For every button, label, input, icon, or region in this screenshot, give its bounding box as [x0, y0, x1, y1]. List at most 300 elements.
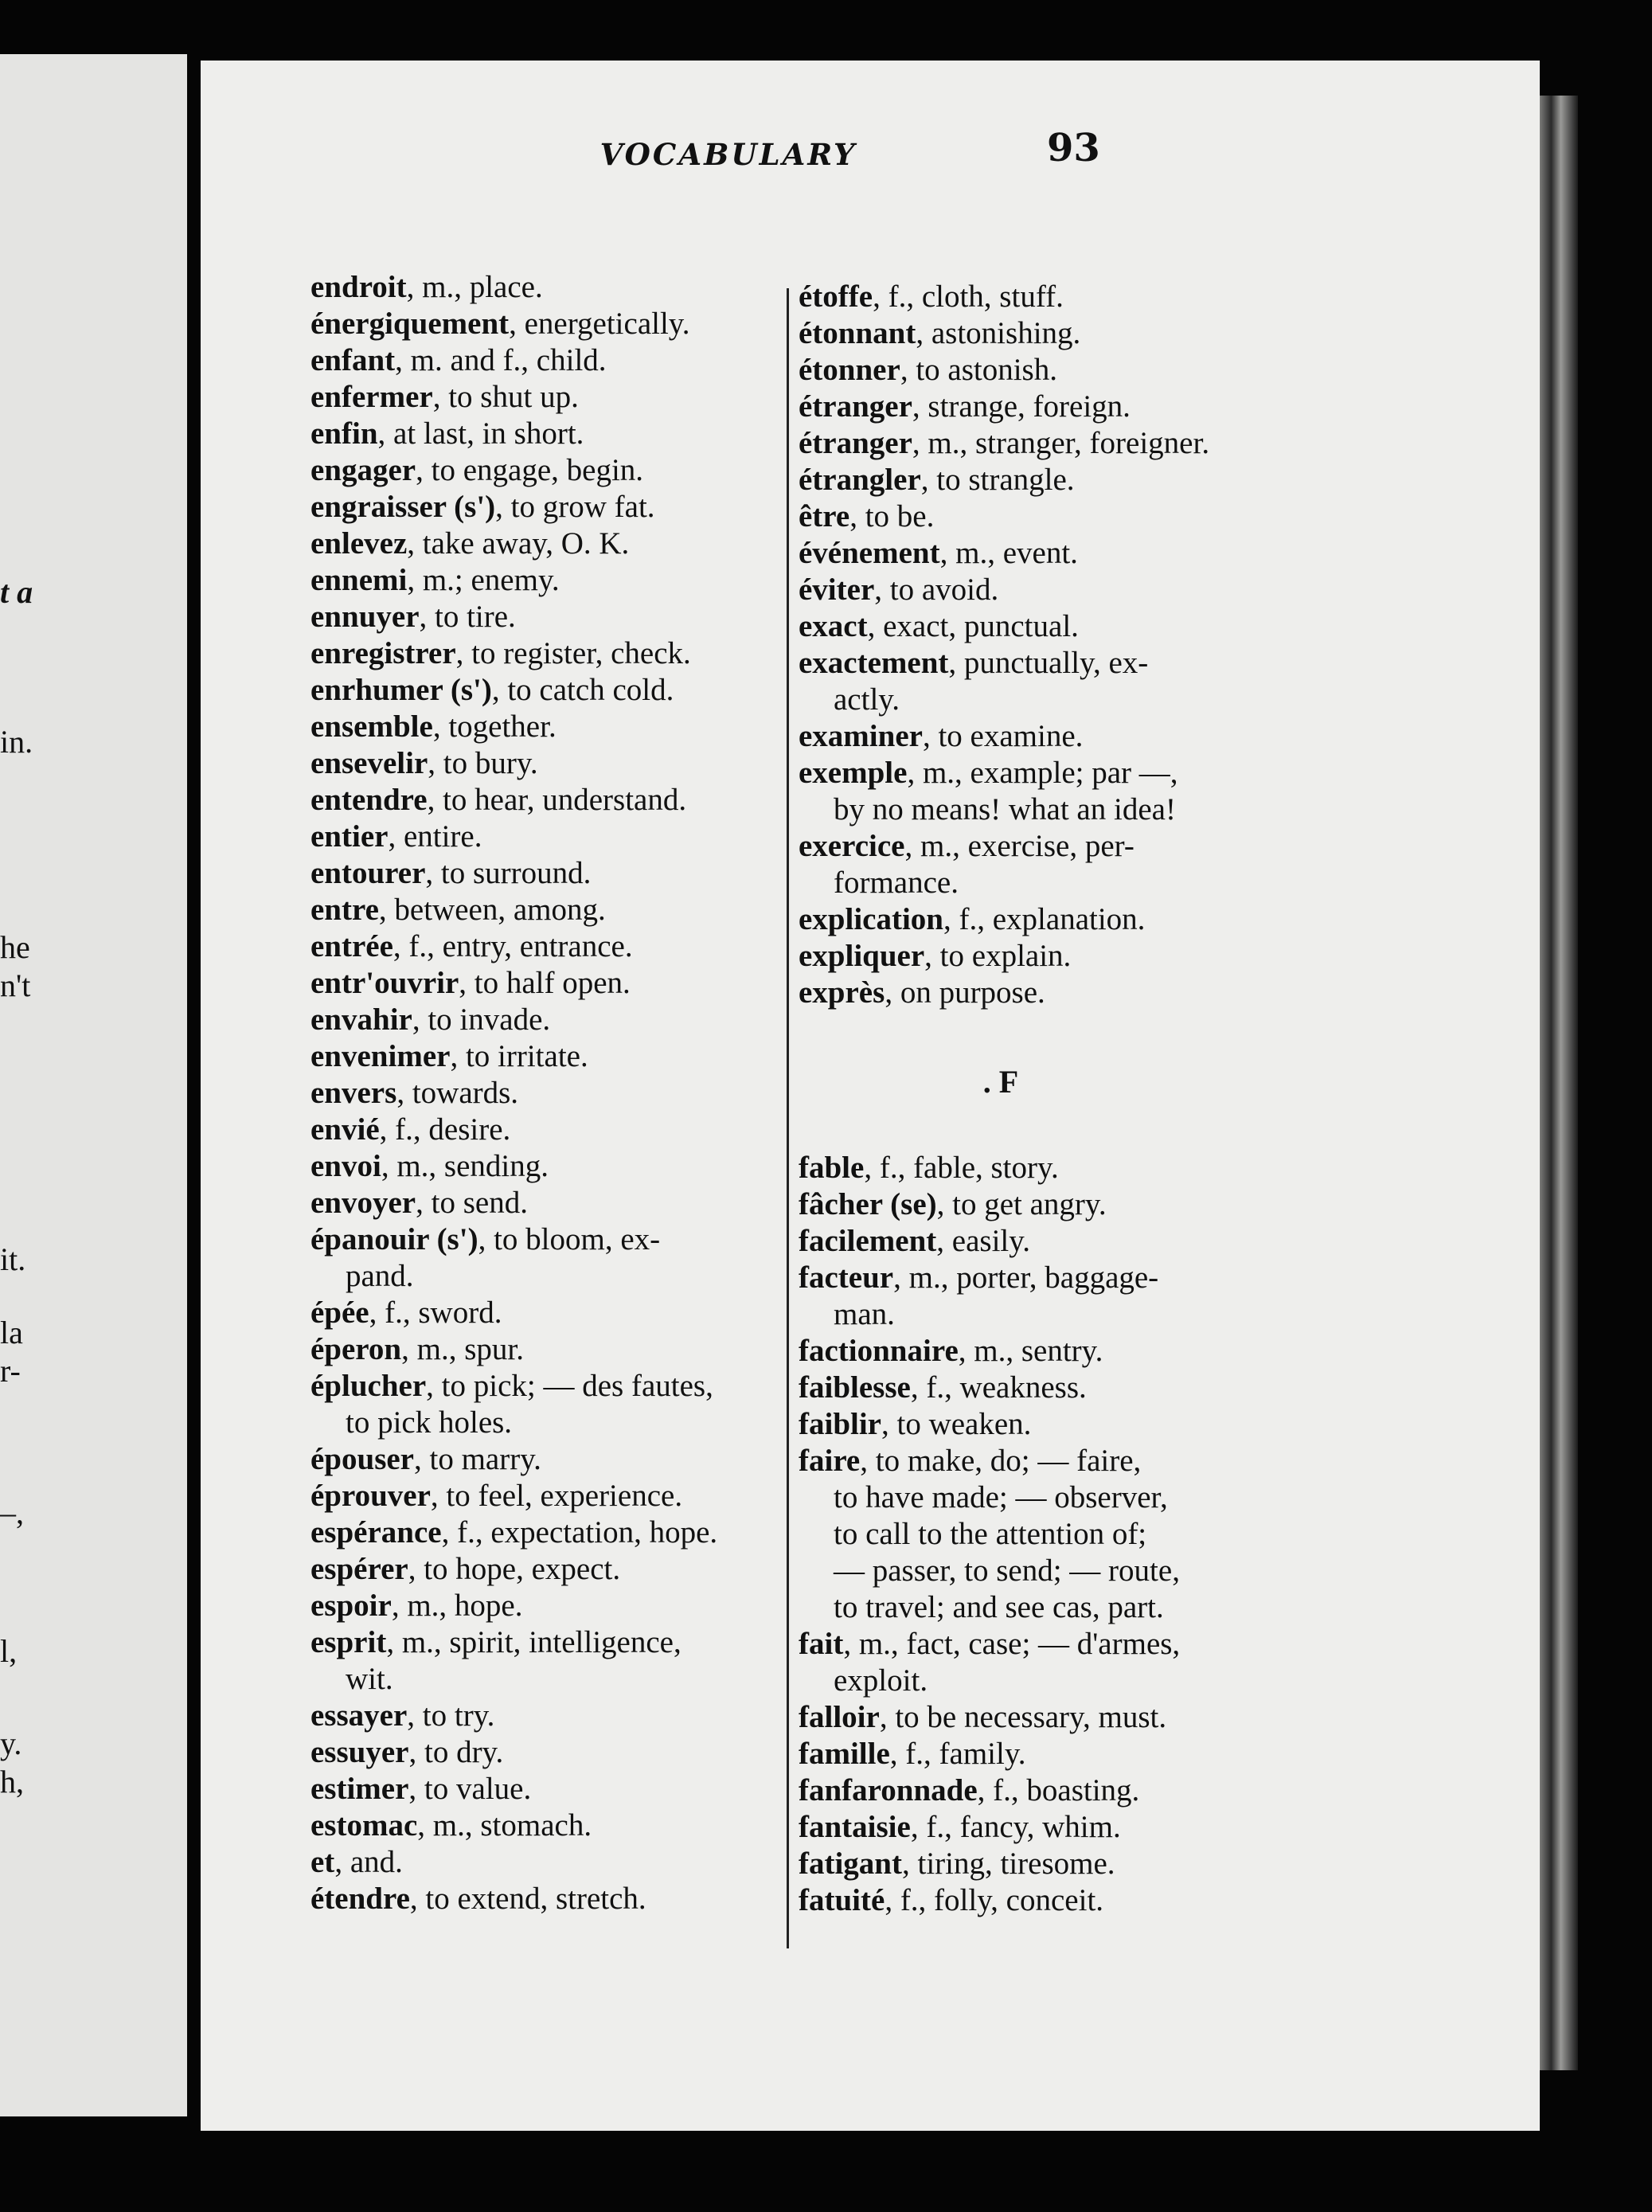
entry-headword: étonnant	[799, 316, 916, 350]
dictionary-entry	[799, 1846, 1275, 1882]
entry-headword: enlevez	[310, 526, 408, 561]
facing-page-fragment: he	[0, 929, 30, 965]
entry-first-line	[799, 755, 1275, 791]
entry-first-line	[799, 1333, 1275, 1370]
entry-definition: , m., porter, baggage-	[893, 1260, 1159, 1295]
entry-definition: , m., spirit, intelligence,	[386, 1625, 681, 1659]
entry-definition: to travel; and see cas, part.	[834, 1590, 1164, 1624]
entry-first-line	[799, 572, 1275, 608]
entry-definition: , easily.	[936, 1224, 1030, 1258]
entry-definition: pand.	[346, 1259, 414, 1293]
entry-definition: , f., expectation, hope.	[441, 1515, 718, 1550]
entry-definition: , f., family.	[889, 1737, 1026, 1771]
entry-headword: enrhumer (s')	[310, 673, 492, 707]
entry-definition: , take away, O. K.	[407, 526, 630, 561]
dictionary-entry	[310, 416, 772, 452]
entry-continuation-line	[799, 1516, 1275, 1553]
entry-first-line	[310, 1551, 772, 1588]
entry-first-line	[799, 608, 1275, 645]
entry-headword: fantaisie	[799, 1810, 911, 1844]
entry-headword: énergiquement	[310, 307, 510, 341]
entry-definition: , m., exercise, per-	[904, 829, 1135, 863]
entry-headword: ennuyer	[310, 600, 420, 634]
entry-headword: expliquer	[799, 939, 925, 973]
entry-definition: exploit.	[834, 1663, 928, 1698]
dictionary-entry	[799, 718, 1275, 755]
entry-first-line	[799, 1223, 1275, 1260]
entry-definition: , to shut up.	[432, 380, 579, 414]
dictionary-entry	[310, 1221, 772, 1295]
entry-definition: , f., boasting.	[977, 1773, 1140, 1808]
entry-definition: , to avoid.	[874, 573, 999, 607]
entry-first-line	[799, 1736, 1275, 1772]
dictionary-entry	[799, 645, 1275, 718]
dictionary-entry	[310, 1808, 772, 1844]
entry-headword: entrée	[310, 929, 393, 963]
dictionary-entry	[799, 1772, 1275, 1809]
entry-first-line	[799, 1846, 1275, 1882]
dictionary-entry	[310, 965, 772, 1002]
entry-headword: explication	[799, 902, 943, 936]
entry-headword: esprit	[310, 1625, 387, 1659]
running-head: VOCABULARY	[599, 137, 857, 172]
entry-definition: , to value.	[408, 1772, 532, 1806]
entry-continuation-line	[799, 1663, 1275, 1699]
entry-first-line	[310, 1441, 772, 1478]
entry-definition: , m., example; par —,	[907, 756, 1178, 790]
facing-page	[0, 54, 187, 2116]
entry-first-line	[310, 965, 772, 1002]
entry-first-line	[799, 975, 1275, 1011]
entry-definition: , f., explanation.	[943, 902, 1146, 936]
facing-page-fragment: r-	[0, 1353, 21, 1389]
entry-first-line	[310, 672, 772, 709]
dictionary-entry	[310, 1331, 772, 1368]
entry-definition: to call to the attention of;	[834, 1517, 1147, 1551]
dictionary-entry	[310, 306, 772, 342]
dictionary-entry	[799, 1699, 1275, 1736]
entry-first-line	[799, 1260, 1275, 1296]
entry-definition: , to extend, stretch.	[409, 1882, 646, 1916]
entry-definition: , to strangle.	[920, 463, 1075, 497]
entry-headword: facilement	[799, 1224, 937, 1258]
dictionary-entry	[799, 608, 1275, 645]
dictionary-entry	[799, 1223, 1275, 1260]
dictionary-entry	[310, 1514, 772, 1551]
dictionary-entry	[310, 782, 772, 819]
entry-headword: exact	[799, 609, 868, 643]
entry-first-line	[799, 828, 1275, 865]
entry-first-line	[799, 901, 1275, 938]
dictionary-entry	[310, 1771, 772, 1808]
dictionary-entry	[310, 1148, 772, 1185]
dictionary-entry	[310, 1844, 772, 1881]
entry-first-line	[310, 1844, 772, 1881]
f-entries	[799, 1150, 1275, 1919]
dictionary-entry	[799, 1626, 1275, 1699]
entry-headword: envoi	[310, 1149, 381, 1183]
dictionary-entry	[799, 1882, 1275, 1919]
dictionary-entry	[799, 498, 1275, 535]
entry-definition: , to weaken.	[881, 1407, 1032, 1441]
entry-first-line	[310, 342, 772, 379]
dictionary-entry	[799, 279, 1275, 315]
entry-definition: , m., fact, case; — d'armes,	[843, 1627, 1181, 1661]
entry-definition: , to invade.	[412, 1002, 551, 1037]
dictionary-entry	[799, 315, 1275, 352]
entry-headword: enregistrer	[310, 636, 456, 670]
entry-headword: envers	[310, 1076, 397, 1110]
entry-headword: étrangler	[799, 463, 921, 497]
entry-headword: épouser	[310, 1442, 414, 1476]
dictionary-entry	[310, 819, 772, 855]
dictionary-entry	[310, 709, 772, 745]
entry-definition: , to marry.	[414, 1442, 541, 1476]
dictionary-entry	[310, 1551, 772, 1588]
entry-first-line	[310, 269, 772, 306]
entry-continuation-line	[799, 791, 1275, 828]
dictionary-entry	[310, 1588, 772, 1624]
entry-first-line	[799, 1150, 1275, 1186]
entry-headword: espérance	[310, 1515, 442, 1550]
entry-headword: entourer	[310, 856, 426, 890]
entry-first-line	[799, 1186, 1275, 1223]
dictionary-entry	[310, 855, 772, 892]
entry-headword: être	[799, 499, 850, 533]
entry-first-line	[310, 819, 772, 855]
entry-definition: , between, among.	[378, 893, 606, 927]
entry-first-line	[310, 855, 772, 892]
entry-first-line	[310, 1624, 772, 1661]
entry-definition: , m., stomach.	[417, 1808, 592, 1843]
facing-page-fragment: h,	[0, 1764, 24, 1800]
entry-first-line	[310, 1038, 772, 1075]
right-column	[799, 279, 1275, 1919]
entry-headword: famille	[799, 1737, 890, 1771]
entry-definition: to have made; — observer,	[834, 1480, 1168, 1514]
entry-definition: , to get angry.	[936, 1187, 1107, 1221]
entry-definition: , f., desire.	[379, 1112, 511, 1147]
entry-headword: exprès	[799, 975, 885, 1010]
entry-headword: estimer	[310, 1772, 409, 1806]
dictionary-entry	[310, 1368, 772, 1441]
entry-first-line	[310, 1478, 772, 1514]
entry-headword: entr'ouvrir	[310, 966, 459, 1000]
entry-definition: , m. and f., child.	[395, 343, 607, 377]
entry-definition: actly.	[834, 682, 900, 717]
entry-first-line	[310, 379, 772, 416]
entry-first-line	[310, 1771, 772, 1808]
entry-headword: engager	[310, 453, 416, 487]
entry-first-line	[799, 462, 1275, 498]
entry-definition: man.	[834, 1297, 895, 1331]
entry-definition: , to engage, begin.	[416, 453, 644, 487]
entry-definition: , to make, do; — faire,	[860, 1444, 1142, 1478]
entry-definition: , m., sending.	[381, 1149, 549, 1183]
dictionary-entry	[799, 572, 1275, 608]
entry-headword: exercice	[799, 829, 905, 863]
dictionary-entry	[799, 1333, 1275, 1370]
entry-headword: entre	[310, 893, 379, 927]
entry-definition: , m., spur.	[401, 1332, 524, 1366]
entry-headword: facteur	[799, 1260, 894, 1295]
dictionary-entry	[799, 1736, 1275, 1772]
entry-headword: enfermer	[310, 380, 433, 414]
entry-first-line	[799, 535, 1275, 572]
entry-first-line	[310, 1221, 772, 1258]
entry-first-line	[310, 1148, 772, 1185]
entry-first-line	[310, 1808, 772, 1844]
entry-headword: falloir	[799, 1700, 880, 1734]
entry-first-line	[799, 1443, 1275, 1479]
entry-first-line	[310, 526, 772, 562]
entry-continuation-line	[799, 682, 1275, 718]
dictionary-entry	[799, 462, 1275, 498]
entry-first-line	[799, 279, 1275, 315]
entry-definition: , m., event.	[939, 536, 1078, 570]
facing-page-fragment: –,	[0, 1495, 24, 1530]
entry-headword: et	[310, 1845, 335, 1879]
entry-definition: , m., stranger, foreigner.	[912, 426, 1210, 460]
entry-first-line	[310, 1295, 772, 1331]
entry-headword: espoir	[310, 1589, 392, 1623]
entry-definition: to pick holes.	[346, 1405, 513, 1440]
entry-headword: essayer	[310, 1698, 408, 1733]
entry-first-line	[799, 1626, 1275, 1663]
entry-definition: , f., weakness.	[910, 1370, 1087, 1405]
dictionary-entry	[310, 1441, 772, 1478]
dictionary-entry	[799, 1443, 1275, 1626]
dictionary-entry	[799, 901, 1275, 938]
left-column	[310, 269, 772, 1917]
entry-first-line	[310, 599, 772, 635]
dictionary-entry	[799, 1406, 1275, 1443]
entry-headword: fâcher (se)	[799, 1187, 937, 1221]
entry-headword: faire	[799, 1444, 861, 1478]
entry-definition: , m., place.	[406, 270, 543, 304]
facing-page-fragment: in.	[0, 724, 33, 760]
entry-continuation-line	[799, 1589, 1275, 1626]
dictionary-entry	[310, 1112, 772, 1148]
entry-headword: fait	[799, 1627, 844, 1661]
entry-first-line	[310, 1588, 772, 1624]
entry-first-line	[799, 389, 1275, 425]
dictionary-entry	[310, 1038, 772, 1075]
entry-first-line	[799, 1809, 1275, 1846]
entry-headword: espérer	[310, 1552, 408, 1586]
dictionary-entry	[310, 599, 772, 635]
entry-first-line	[799, 1772, 1275, 1809]
dictionary-entry	[799, 975, 1275, 1011]
entry-definition: , exact, punctual.	[867, 609, 1079, 643]
entry-first-line	[310, 1368, 772, 1405]
entry-first-line	[310, 1514, 772, 1551]
entry-definition: , strange, foreign.	[912, 389, 1131, 424]
entry-first-line	[310, 1112, 772, 1148]
entry-definition: , to hope, expect.	[408, 1552, 621, 1586]
entry-first-line	[310, 928, 772, 965]
entry-definition: , to grow fat.	[495, 490, 655, 524]
entry-definition: wit.	[346, 1662, 393, 1696]
entry-definition: , to be.	[849, 499, 935, 533]
dictionary-entry	[799, 352, 1275, 389]
entry-definition: , to examine.	[922, 719, 1084, 753]
dictionary-entry	[310, 672, 772, 709]
entry-definition: , to bury.	[428, 746, 538, 780]
entry-first-line	[310, 892, 772, 928]
facing-page-fragment: it.	[0, 1241, 26, 1277]
entry-definition: , punctually, ex-	[948, 646, 1149, 680]
entry-first-line	[799, 1370, 1275, 1406]
entry-definition: , to dry.	[408, 1735, 504, 1769]
dictionary-entry	[310, 1881, 772, 1917]
entry-definition: , to irritate.	[450, 1039, 588, 1073]
dictionary-entry	[310, 635, 772, 672]
dictionary-entry	[310, 1624, 772, 1698]
entry-definition: , f., entry, entrance.	[392, 929, 633, 963]
dictionary-entry	[799, 1370, 1275, 1406]
entry-first-line	[799, 938, 1275, 975]
entry-headword: endroit	[310, 270, 407, 304]
entry-definition: by no means! what an idea!	[834, 792, 1176, 827]
entry-definition: , to tire.	[419, 600, 516, 634]
dictionary-entry	[310, 562, 772, 599]
entry-definition: , entire.	[388, 819, 482, 854]
facing-page-fragment: la	[0, 1315, 23, 1350]
dictionary-entry	[799, 828, 1275, 901]
entry-definition: , f., folly, conceit.	[885, 1883, 1104, 1917]
entry-headword: essuyer	[310, 1735, 409, 1769]
entry-headword: entier	[310, 819, 389, 854]
dictionary-entry	[310, 379, 772, 416]
entry-definition: , tiring, tiresome.	[902, 1847, 1115, 1881]
dictionary-entry	[310, 1075, 772, 1112]
entry-definition: , at last, in short.	[377, 416, 584, 451]
entry-definition: , m.; enemy.	[407, 563, 560, 597]
entry-first-line	[310, 306, 772, 342]
dictionary-entry	[310, 892, 772, 928]
entry-definition: , f., sword.	[369, 1296, 502, 1330]
entry-definition: , to send.	[416, 1186, 528, 1220]
dictionary-entry	[310, 342, 772, 379]
entry-definition: , to try.	[407, 1698, 495, 1733]
dictionary-entry	[799, 938, 1275, 975]
dictionary-entry	[310, 489, 772, 526]
entry-headword: enfant	[310, 343, 396, 377]
entry-headword: étonner	[799, 353, 900, 387]
entry-continuation-line	[799, 1479, 1275, 1516]
entry-definition: , to hear, understand.	[427, 783, 687, 817]
entry-first-line	[310, 1881, 772, 1917]
entry-headword: envenimer	[310, 1039, 451, 1073]
entry-definition: , to half open.	[459, 966, 631, 1000]
entry-first-line	[799, 1406, 1275, 1443]
section-letter: . F	[982, 1064, 1019, 1100]
entry-first-line	[799, 425, 1275, 462]
entry-headword: étranger	[799, 389, 912, 424]
facing-page-fragment: n't	[0, 967, 31, 1003]
entry-definition: , f., cloth, stuff.	[873, 279, 1064, 314]
dictionary-entry	[799, 535, 1275, 572]
entry-headword: étranger	[799, 426, 912, 460]
entry-continuation-line	[799, 1296, 1275, 1333]
entry-headword: éviter	[799, 573, 875, 607]
dictionary-entry	[310, 526, 772, 562]
entry-definition: , to register, check.	[455, 636, 691, 670]
dictionary-entry	[310, 928, 772, 965]
facing-page-fragment: t a	[0, 574, 33, 610]
entry-definition: , to feel, experience.	[430, 1479, 683, 1513]
dictionary-entry	[799, 1186, 1275, 1223]
dictionary-entry	[310, 1185, 772, 1221]
entry-headword: étendre	[310, 1882, 410, 1916]
entry-definition: , astonishing.	[916, 316, 1081, 350]
entry-definition: , m., sentry.	[958, 1334, 1103, 1368]
entry-headword: fanfaronnade	[799, 1773, 978, 1808]
entry-headword: envié	[310, 1112, 380, 1147]
dictionary-entry	[310, 1295, 772, 1331]
entry-first-line	[310, 489, 772, 526]
dictionary-entry	[799, 1809, 1275, 1846]
entry-headword: éperon	[310, 1332, 402, 1366]
entry-definition: , to surround.	[425, 856, 592, 890]
dictionary-entry	[799, 755, 1275, 828]
entry-headword: fatuité	[799, 1883, 885, 1917]
entry-definition: , energetically.	[509, 307, 690, 341]
entry-first-line	[310, 1331, 772, 1368]
entry-definition: , m., hope.	[391, 1589, 523, 1623]
entry-continuation-line	[799, 1553, 1275, 1589]
entry-definition: , to be necessary, must.	[879, 1700, 1167, 1734]
page-number: 93	[1047, 126, 1100, 170]
book-page-edge	[1540, 96, 1578, 2070]
entry-continuation-line	[310, 1405, 772, 1441]
entry-headword: éplucher	[310, 1369, 427, 1403]
entry-headword: éprouver	[310, 1479, 431, 1513]
entry-first-line	[310, 1734, 772, 1771]
entry-definition: , together.	[432, 709, 557, 744]
entry-definition: , f., fancy, whim.	[910, 1810, 1121, 1844]
dictionary-entry	[799, 1260, 1275, 1333]
entry-headword: enfin	[310, 416, 378, 451]
entry-first-line	[799, 1699, 1275, 1736]
dictionary-entry	[310, 745, 772, 782]
column-divider	[787, 288, 789, 1948]
entry-definition: , f., fable, story.	[864, 1151, 1059, 1185]
entry-headword: fable	[799, 1151, 865, 1185]
entry-headword: fatigant	[799, 1847, 902, 1881]
dictionary-entry	[799, 425, 1275, 462]
entry-headword: épanouir (s')	[310, 1222, 478, 1256]
entry-continuation-line	[799, 865, 1275, 901]
e-entries	[799, 279, 1275, 1011]
entry-headword: engraisser (s')	[310, 490, 496, 524]
entry-headword: faiblir	[799, 1407, 881, 1441]
entry-first-line	[310, 635, 772, 672]
entry-first-line	[310, 562, 772, 599]
dictionary-entry	[310, 1698, 772, 1734]
dictionary-entry	[310, 269, 772, 306]
entry-first-line	[799, 645, 1275, 682]
entry-headword: examiner	[799, 719, 923, 753]
entry-continuation-line	[310, 1661, 772, 1698]
entry-headword: faiblesse	[799, 1370, 911, 1405]
entry-first-line	[310, 1002, 772, 1038]
entry-first-line	[799, 352, 1275, 389]
entry-first-line	[310, 782, 772, 819]
entry-headword: ensevelir	[310, 746, 428, 780]
entry-definition: , to bloom, ex-	[478, 1222, 661, 1256]
